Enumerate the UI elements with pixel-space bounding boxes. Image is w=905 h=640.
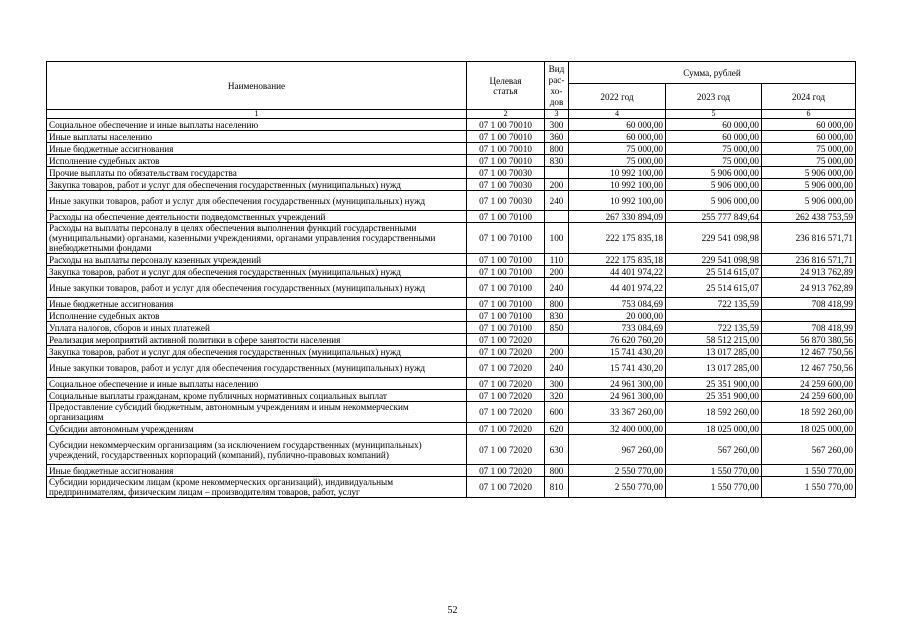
row-sum-2022: 60 000,00 (569, 131, 666, 143)
row-sum-2024: 18 592 260,00 (762, 402, 856, 423)
row-name: Расходы на выплаты персоналу казенных учреждений (47, 254, 467, 266)
row-sum-2024: 18 025 000,00 (762, 423, 856, 435)
row-name: Социальные выплаты гражданам, кроме публичных нормативных социальных выплат (47, 390, 467, 402)
header-sum: Сумма, рублей (569, 62, 856, 84)
table-row (47, 131, 856, 143)
header-name: Наименование (47, 62, 467, 110)
row-expense-type (545, 167, 569, 179)
row-sum-2024: 24 913 762,89 (762, 278, 856, 298)
row-sum-2022: 24 961 300,00 (569, 390, 666, 402)
row-target-article: 07 1 00 70010 (467, 119, 545, 131)
header-year-2022: 2022 год (569, 84, 666, 110)
row-sum-2023: 567 260,00 (666, 435, 762, 465)
row-sum-2024: 567 260,00 (762, 435, 856, 465)
row-sum-2022: 76 620 760,20 (569, 334, 666, 346)
row-sum-2024: 60 000,00 (762, 119, 856, 131)
row-sum-2022: 10 992 100,00 (569, 167, 666, 179)
row-target-article: 07 1 00 70030 (467, 191, 545, 211)
row-sum-2022: 222 175 835,18 (569, 223, 666, 254)
row-sum-2023: 5 906 000,00 (666, 179, 762, 191)
row-expense-type: 100 (545, 223, 569, 254)
row-expense-type: 360 (545, 131, 569, 143)
row-sum-2024: 12 467 750,56 (762, 346, 856, 358)
row-target-article: 07 1 00 70100 (467, 266, 545, 278)
row-sum-2024: 262 438 753,59 (762, 211, 856, 223)
row-expense-type: 200 (545, 346, 569, 358)
row-name: Иные закупки товаров, работ и услуг для обеспечения государственных (муниципальных) нужд (47, 358, 467, 378)
row-expense-type: 240 (545, 278, 569, 298)
row-expense-type: 240 (545, 191, 569, 211)
row-sum-2022: 60 000,00 (569, 119, 666, 131)
row-target-article: 07 1 00 70010 (467, 155, 545, 167)
row-name: Закупка товаров, работ и услуг для обеспечения государственных (муниципальных) нужд (47, 346, 467, 358)
row-target-article: 07 1 00 72020 (467, 334, 545, 346)
row-sum-2023: 18 592 260,00 (666, 402, 762, 423)
header-expense-type-line: Вид (548, 63, 565, 74)
row-target-article: 07 1 00 70100 (467, 322, 545, 334)
table-row (47, 477, 856, 498)
column-index: 2 (467, 110, 545, 119)
row-sum-2022: 10 992 100,00 (569, 191, 666, 211)
row-sum-2024: 1 550 770,00 (762, 477, 856, 498)
table-row (47, 378, 856, 390)
row-sum-2022: 733 084,69 (569, 322, 666, 334)
row-target-article: 07 1 00 72020 (467, 390, 545, 402)
row-sum-2023: 25 351 900,00 (666, 390, 762, 402)
table-row (47, 278, 856, 298)
row-sum-2024: 24 259 600,00 (762, 378, 856, 390)
page-number: 52 (447, 605, 458, 616)
header-year-2023: 2023 год (666, 84, 762, 110)
row-name: Уплата налогов, сборов и иных платежей (47, 322, 467, 334)
row-sum-2022: 44 401 974,22 (569, 266, 666, 278)
row-sum-2022: 2 550 770,00 (569, 465, 666, 477)
row-name: Социальное обеспечение и иные выплаты населению (47, 119, 467, 131)
row-sum-2023: 1 550 770,00 (666, 477, 762, 498)
table-row (47, 310, 856, 322)
row-sum-2024: 75 000,00 (762, 143, 856, 155)
row-target-article: 07 1 00 70100 (467, 278, 545, 298)
row-sum-2023: 229 541 098,98 (666, 254, 762, 266)
row-name: Расходы на выплаты персоналу в целях обеспечения выполнения функций государственными (муниципальными) органами, казенными учреждениями, органами управления государственными внебюджетными фондами (47, 223, 467, 254)
column-index: 6 (762, 110, 856, 119)
row-sum-2023: 25 514 615,07 (666, 278, 762, 298)
row-sum-2022: 20 000,00 (569, 310, 666, 322)
header-expense-type-line: хо- (550, 85, 563, 96)
row-name: Иные бюджетные ассигнования (47, 298, 467, 310)
header-expense-type-line: рас- (548, 74, 565, 85)
row-sum-2023: 5 906 000,00 (666, 167, 762, 179)
table-row (47, 435, 856, 465)
row-sum-2024: 1 550 770,00 (762, 465, 856, 477)
row-name: Субсидии автономным учреждениям (47, 423, 467, 435)
row-sum-2023: 722 135,59 (666, 322, 762, 334)
row-sum-2022: 15 741 430,20 (569, 358, 666, 378)
row-target-article: 07 1 00 70100 (467, 211, 545, 223)
header-expense-type-line: дов (549, 96, 564, 107)
row-sum-2022: 222 175 835,18 (569, 254, 666, 266)
row-name: Социальное обеспечение и иные выплаты населению (47, 378, 467, 390)
row-sum-2024: 708 418,99 (762, 298, 856, 310)
table-row (47, 402, 856, 423)
table-row (47, 346, 856, 358)
row-sum-2023: 229 541 098,98 (666, 223, 762, 254)
table-row (47, 390, 856, 402)
row-sum-2022: 10 992 100,00 (569, 179, 666, 191)
row-expense-type (545, 211, 569, 223)
row-expense-type: 830 (545, 310, 569, 322)
header-year-2024: 2024 год (762, 84, 856, 110)
row-name: Субсидии юридическим лицам (кроме некоммерческих организаций), индивидуальным предпринимателям, физическим лицам – производителям товаров, работ, услуг (47, 477, 467, 498)
row-target-article: 07 1 00 72020 (467, 358, 545, 378)
row-sum-2023: 25 351 900,00 (666, 378, 762, 390)
row-name: Исполнение судебных актов (47, 310, 467, 322)
row-target-article: 07 1 00 72020 (467, 465, 545, 477)
row-sum-2023: 18 025 000,00 (666, 423, 762, 435)
table-row (47, 465, 856, 477)
row-name: Предоставление субсидий бюджетным, автономным учреждениям и иным некоммерческим организациям (47, 402, 467, 423)
table-body (47, 110, 856, 498)
table-row (47, 143, 856, 155)
row-name: Иные бюджетные ассигнования (47, 143, 467, 155)
row-sum-2022: 32 400 000,00 (569, 423, 666, 435)
row-expense-type: 240 (545, 358, 569, 378)
row-target-article: 07 1 00 72020 (467, 378, 545, 390)
row-expense-type: 300 (545, 119, 569, 131)
row-sum-2023: 60 000,00 (666, 131, 762, 143)
row-sum-2024: 236 816 571,71 (762, 254, 856, 266)
row-target-article: 07 1 00 70100 (467, 298, 545, 310)
table-row (47, 298, 856, 310)
row-target-article: 07 1 00 70010 (467, 143, 545, 155)
row-target-article: 07 1 00 72020 (467, 435, 545, 465)
row-expense-type: 800 (545, 143, 569, 155)
row-target-article: 07 1 00 72020 (467, 477, 545, 498)
row-target-article: 07 1 00 70100 (467, 223, 545, 254)
row-sum-2022: 75 000,00 (569, 143, 666, 155)
row-name: Реализация мероприятий активной политики в сфере занятости населения (47, 334, 467, 346)
row-sum-2022: 24 961 300,00 (569, 378, 666, 390)
row-expense-type: 830 (545, 155, 569, 167)
row-sum-2024: 5 906 000,00 (762, 179, 856, 191)
table-row (47, 266, 856, 278)
row-sum-2023: 25 514 615,07 (666, 266, 762, 278)
row-sum-2023: 1 550 770,00 (666, 465, 762, 477)
table-row (47, 167, 856, 179)
row-sum-2024: 24 913 762,89 (762, 266, 856, 278)
row-name: Иные бюджетные ассигнования (47, 465, 467, 477)
row-sum-2023: 5 906 000,00 (666, 191, 762, 211)
row-sum-2024: 12 467 750,56 (762, 358, 856, 378)
row-sum-2024: 75 000,00 (762, 155, 856, 167)
table-row (47, 334, 856, 346)
row-name: Иные закупки товаров, работ и услуг для обеспечения государственных (муниципальных) нужд (47, 191, 467, 211)
column-index: 3 (545, 110, 569, 119)
row-sum-2024: 236 816 571,71 (762, 223, 856, 254)
row-target-article: 07 1 00 72020 (467, 402, 545, 423)
row-expense-type: 320 (545, 390, 569, 402)
header-target-article: Целевая статья (467, 62, 545, 110)
table-row (47, 223, 856, 254)
row-sum-2024: 708 418,99 (762, 322, 856, 334)
table-row (47, 358, 856, 378)
row-name: Иные выплаты населению (47, 131, 467, 143)
row-sum-2023: 255 777 849,64 (666, 211, 762, 223)
row-sum-2022: 267 330 894,09 (569, 211, 666, 223)
table-row (47, 119, 856, 131)
table-row (47, 191, 856, 211)
row-expense-type: 110 (545, 254, 569, 266)
table-row (47, 423, 856, 435)
row-target-article: 07 1 00 72020 (467, 423, 545, 435)
row-name: Расходы на обеспечение деятельности подведомственных учреждений (47, 211, 467, 223)
row-target-article: 07 1 00 70030 (467, 179, 545, 191)
row-sum-2022: 2 550 770,00 (569, 477, 666, 498)
row-expense-type: 620 (545, 423, 569, 435)
row-expense-type (545, 334, 569, 346)
row-name: Иные закупки товаров, работ и услуг для обеспечения государственных (муниципальных) нужд (47, 278, 467, 298)
row-sum-2023: 75 000,00 (666, 143, 762, 155)
row-target-article: 07 1 00 70030 (467, 167, 545, 179)
row-sum-2022: 967 260,00 (569, 435, 666, 465)
column-index: 1 (47, 110, 467, 119)
row-sum-2024 (762, 310, 856, 322)
row-sum-2024: 5 906 000,00 (762, 191, 856, 211)
row-sum-2024: 60 000,00 (762, 131, 856, 143)
row-name: Закупка товаров, работ и услуг для обеспечения государственных (муниципальных) нужд (47, 266, 467, 278)
row-target-article: 07 1 00 70100 (467, 254, 545, 266)
row-name: Исполнение судебных актов (47, 155, 467, 167)
row-expense-type: 630 (545, 435, 569, 465)
row-expense-type: 600 (545, 402, 569, 423)
row-expense-type: 200 (545, 266, 569, 278)
budget-table (46, 61, 856, 498)
table-row (47, 179, 856, 191)
row-sum-2023: 13 017 285,00 (666, 346, 762, 358)
row-sum-2023: 60 000,00 (666, 119, 762, 131)
row-name: Закупка товаров, работ и услуг для обеспечения государственных (муниципальных) нужд (47, 179, 467, 191)
row-expense-type: 800 (545, 465, 569, 477)
row-sum-2023: 75 000,00 (666, 155, 762, 167)
row-target-article: 07 1 00 72020 (467, 346, 545, 358)
row-expense-type: 850 (545, 322, 569, 334)
row-sum-2023 (666, 310, 762, 322)
row-name: Субсидии некоммерческим организациям (за исключением государственных (муниципальных) учреждений, государственных корпораций (компаний), публично-правовых компаний) (47, 435, 467, 465)
row-sum-2024: 5 906 000,00 (762, 167, 856, 179)
row-target-article: 07 1 00 70100 (467, 310, 545, 322)
row-sum-2022: 753 084,69 (569, 298, 666, 310)
column-index: 5 (666, 110, 762, 119)
row-name: Прочие выплаты по обязательствам государства (47, 167, 467, 179)
row-sum-2023: 13 017 285,00 (666, 358, 762, 378)
row-expense-type: 800 (545, 298, 569, 310)
table-row (47, 211, 856, 223)
row-sum-2023: 58 512 215,00 (666, 334, 762, 346)
row-target-article: 07 1 00 70010 (467, 131, 545, 143)
row-sum-2024: 24 259 600,00 (762, 390, 856, 402)
table-row (47, 322, 856, 334)
row-sum-2023: 722 135,59 (666, 298, 762, 310)
row-sum-2022: 44 401 974,22 (569, 278, 666, 298)
row-sum-2022: 15 741 430,20 (569, 346, 666, 358)
row-expense-type: 810 (545, 477, 569, 498)
row-sum-2022: 75 000,00 (569, 155, 666, 167)
row-expense-type: 300 (545, 378, 569, 390)
row-sum-2022: 33 367 260,00 (569, 402, 666, 423)
column-index-row (47, 110, 856, 119)
column-index: 4 (569, 110, 666, 119)
table-row (47, 254, 856, 266)
header-expense-type (545, 62, 569, 110)
row-expense-type: 200 (545, 179, 569, 191)
row-sum-2024: 56 870 380,56 (762, 334, 856, 346)
table-row (47, 155, 856, 167)
